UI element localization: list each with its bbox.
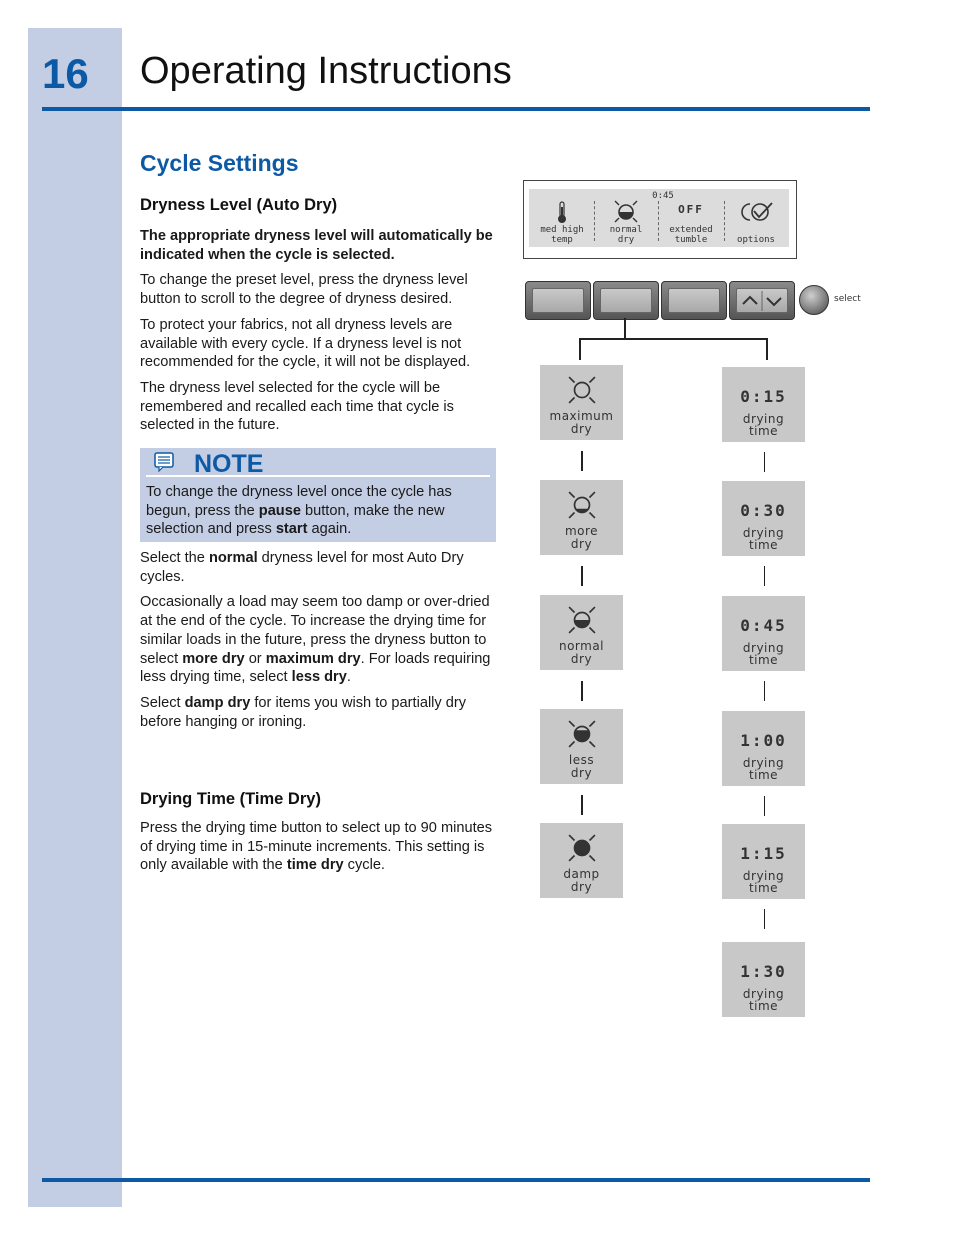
- options-check-icon: [738, 201, 774, 223]
- drying-time-label: time: [748, 768, 779, 782]
- header-rule: [42, 107, 870, 111]
- page-sidebar: [28, 28, 122, 1207]
- lcd-label: dry: [617, 235, 635, 245]
- dryness-tile-label: dry: [570, 537, 593, 551]
- drying-time-tile: [722, 824, 805, 899]
- page-number: 16: [42, 50, 89, 97]
- connector-line: [579, 338, 768, 340]
- drying-time-label: drying: [742, 641, 785, 655]
- drying-time-paragraph: Press the drying time button to select up to 90 minutes of drying time in 15-minute increments. This setting is only available with the time dry cycle.: [140, 820, 493, 874]
- connector-line: [581, 681, 583, 701]
- dryness-paragraph: To protect your fabrics, not all dryness levels are available with every cycle. If a dryness level is not recommended for the cycle, it will not be displayed.: [140, 316, 471, 371]
- options-arrows-button[interactable]: [729, 281, 795, 320]
- lcd-cell-tumble: [659, 189, 723, 247]
- lcd-cell-options: [725, 189, 787, 247]
- connector-line: [764, 566, 765, 586]
- connector-line: [581, 795, 583, 815]
- dryness-tile-label: less: [568, 753, 595, 767]
- drying-time-heading: Drying Time (Time Dry): [140, 790, 321, 808]
- less-dry-icon: [565, 717, 599, 751]
- dryness-paragraph: The dryness level selected for the cycle will be remembered and recalled each time that cycle is selected in the future.: [140, 379, 454, 434]
- connector-line: [581, 451, 583, 471]
- drying-time-button[interactable]: [661, 281, 727, 320]
- tip-paragraph: Occasionally a load may seem too damp or over-dried at the end of the cycle. To increase the drying time for similar loads in the future, press the dryness button to select more dry or maximum dry. For loads requiring less drying time, select less dry.: [140, 594, 491, 686]
- drying-time-tile: [722, 367, 805, 442]
- drying-time-label: drying: [742, 869, 785, 883]
- select-knob[interactable]: [799, 285, 829, 315]
- lcd-label: temp: [551, 235, 573, 245]
- drying-time-value: 0:45: [740, 616, 787, 635]
- drying-time-value: 1:15: [740, 844, 787, 863]
- dryness-tile: [540, 823, 623, 898]
- dryness-tile-label: dry: [570, 766, 593, 780]
- dryness-heading: Dryness Level (Auto Dry): [140, 196, 338, 214]
- dryness-tile: [540, 480, 623, 555]
- half-sun-icon: [613, 199, 639, 223]
- dryness-tile-label: dry: [570, 652, 593, 666]
- dryness-text: [140, 227, 496, 442]
- section-title: Cycle Settings: [140, 150, 299, 176]
- drying-time-label: drying: [742, 756, 785, 770]
- dryness-intro: The appropriate dryness level will automatically be indicated when the cycle is selected.: [140, 228, 493, 263]
- drying-time-label: drying: [742, 412, 785, 426]
- connector-line: [764, 796, 765, 816]
- dryness-tile-label: maximum: [549, 409, 614, 423]
- note-box: [140, 448, 496, 542]
- footer-rule: [42, 1178, 870, 1182]
- dryness-tile: [540, 595, 623, 670]
- note-header: [146, 450, 490, 477]
- lcd-cell-dryness: [595, 189, 657, 247]
- drying-time-label: time: [748, 424, 779, 438]
- tip-paragraph: Select the normal dryness level for most Auto Dry cycles.: [140, 550, 464, 585]
- dryness-tile-label: damp: [563, 867, 600, 881]
- drying-time-tile: [722, 596, 805, 671]
- drying-time-label: drying: [742, 526, 785, 540]
- temp-button[interactable]: [525, 281, 591, 320]
- lcd-label: normal: [609, 225, 643, 235]
- damp-dry-icon: [565, 831, 599, 865]
- page-title: Operating Instructions: [140, 50, 512, 92]
- drying-time-label: time: [748, 999, 779, 1013]
- dryness-tile-label: dry: [570, 880, 593, 894]
- drying-time-text: [140, 819, 496, 882]
- select-label: select: [834, 294, 861, 304]
- thermometer-icon: [555, 201, 569, 225]
- note-title: NOTE: [194, 450, 264, 478]
- tip-paragraph: Select damp dry for items you wish to partially dry before hanging or ironing.: [140, 694, 467, 730]
- auto-dry-tips: [140, 549, 496, 738]
- drying-time-value: 0:30: [740, 501, 787, 520]
- lcd-label: options: [737, 235, 775, 245]
- dryness-tile: [540, 709, 623, 784]
- drying-time-tile: [722, 481, 805, 556]
- lcd-time-readout: 0:45: [652, 191, 674, 201]
- drying-time-tile: [722, 942, 805, 1017]
- drying-time-value: 1:30: [740, 962, 787, 981]
- dryness-button[interactable]: [593, 281, 659, 320]
- drying-time-label: time: [748, 881, 779, 895]
- dryness-tile-label: dry: [570, 422, 593, 436]
- drying-time-value: 1:00: [740, 731, 787, 750]
- more-dry-icon: [565, 488, 599, 522]
- dryness-tile: [540, 365, 623, 440]
- normal-dry-icon: [565, 603, 599, 637]
- drying-time-tile: [722, 711, 805, 786]
- connector-line: [764, 452, 765, 472]
- connector-line: [579, 338, 581, 360]
- lcd-label: extended: [669, 225, 713, 235]
- lcd-screen: [529, 189, 789, 247]
- connector-line: [766, 338, 768, 360]
- connector-line: [764, 681, 765, 701]
- dryness-tile-label: normal: [558, 639, 605, 653]
- dryness-tile-label: more: [564, 524, 599, 538]
- up-down-arrows-icon: [737, 289, 787, 313]
- connector-line: [624, 318, 626, 340]
- drying-time-label: drying: [742, 987, 785, 1001]
- connector-line: [581, 566, 583, 586]
- note-icon: [154, 452, 176, 472]
- drying-time-value: 0:15: [740, 387, 787, 406]
- connector-line: [764, 909, 765, 929]
- lcd-off-text: OFF: [678, 203, 704, 216]
- control-display: [523, 180, 797, 259]
- drying-time-label: time: [748, 653, 779, 667]
- lcd-label: tumble: [674, 235, 708, 245]
- lcd-cell-temp: [531, 189, 593, 247]
- lcd-label: med high: [540, 225, 584, 235]
- note-body: To change the dryness level once the cycle has begun, press the pause button, make the new selection and press start again.: [146, 484, 452, 538]
- drying-time-label: time: [748, 538, 779, 552]
- maximum-dry-icon: [565, 373, 599, 407]
- dryness-paragraph: To change the preset level, press the dryness level button to scroll to the degree of dryness desired.: [140, 272, 468, 308]
